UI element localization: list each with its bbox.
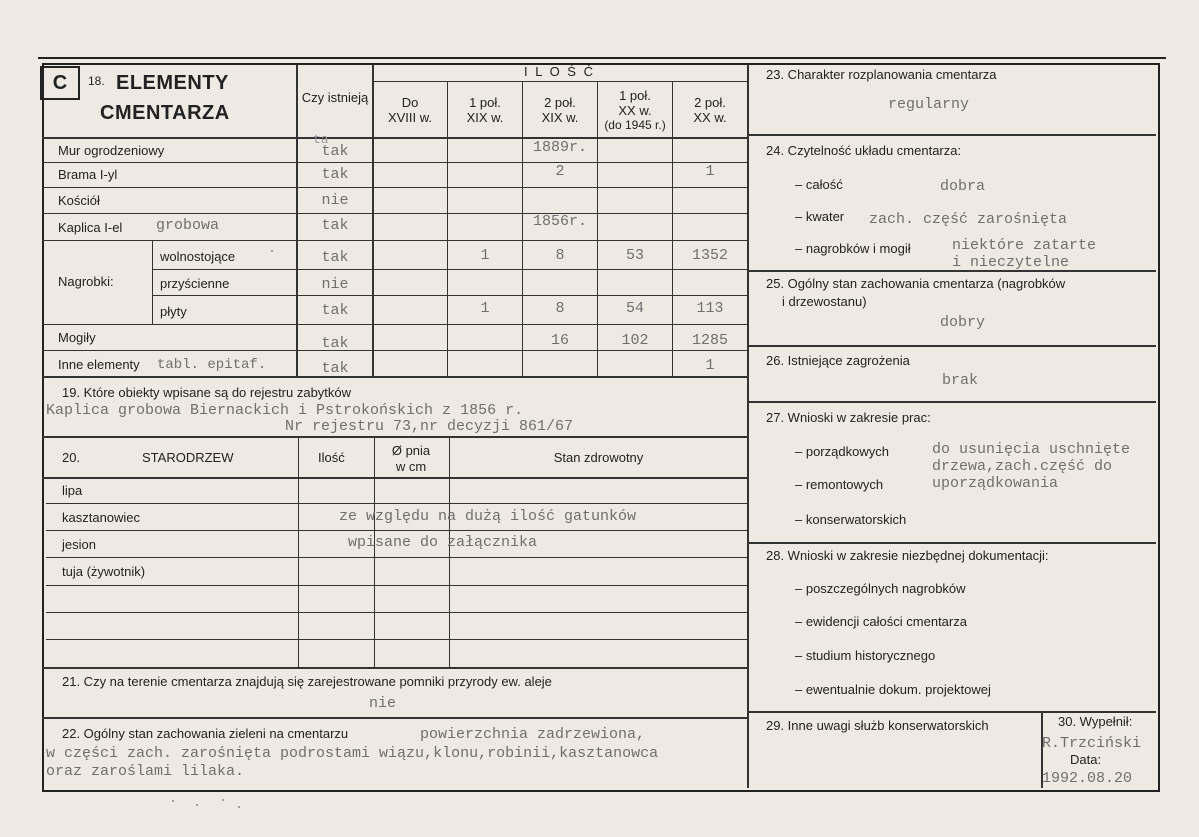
s18-col-2xx-1: 2 poł. <box>694 95 726 110</box>
s18-mur-czy-strike: ta <box>313 132 329 147</box>
s20-title: STARODRZEW <box>142 450 234 465</box>
s18-col-2xix-2: XIX w. <box>541 110 579 125</box>
s28-item: – ewentualnie dokum. projektowej <box>795 682 991 697</box>
s23-label: 23. Charakter rozplanowania cmentarza <box>766 67 997 82</box>
s27-label: 27. Wnioski w zakresie prac: <box>766 410 931 425</box>
s20-col-pnia-1: Ø pnia <box>391 443 431 458</box>
s19-label: 19. Które obiekty wpisane są do rejestru zabytków <box>62 385 352 400</box>
s26-label: 26. Istniejące zagrożenia <box>766 353 910 368</box>
speckle <box>222 799 224 801</box>
s27-porz-val-2: drzewa,zach.część do <box>932 458 1113 475</box>
s18-kosciol-czy: nie <box>321 192 349 209</box>
s18-przysc-label: przyścienne <box>160 276 230 291</box>
s20-row-label: tuja (żywotnik) <box>62 564 146 579</box>
s22-typed-1: powierzchnia zadrzewiona, <box>420 726 646 743</box>
s30-date: 1992.08.20 <box>1042 770 1133 787</box>
s18-row-line <box>42 162 747 163</box>
s18-col-1xix-2: XIX w. <box>466 110 504 125</box>
s20-vline-2 <box>374 436 375 667</box>
s24-nagrobkow-val-1: niektóre zatarte <box>952 237 1097 254</box>
s24-kwater-val: zach. część zarośnięta <box>869 211 1068 228</box>
s18-bottom <box>42 376 747 378</box>
s20-row-line <box>46 612 747 613</box>
s21-label: 21. Czy na terenie cmentarza znajdują się zarejestrowane pomniki przyrody ew. aleje <box>62 674 552 689</box>
s27-remont: – remontowych <box>795 477 884 492</box>
s18-col-2xix-1: 2 poł. <box>544 95 576 110</box>
s26-bottom <box>749 401 1156 403</box>
s18-plyty-2xx: 113 <box>696 300 724 317</box>
s18-col-doxviii-2: XVIII w. <box>387 110 433 125</box>
s27-remont-val: uporządkowania <box>932 475 1059 492</box>
s26-answer: brak <box>942 372 979 389</box>
s18-brama-czy: tak <box>321 166 349 183</box>
s25-bottom <box>749 345 1156 347</box>
s18-mogily-czy: tak <box>321 335 349 352</box>
s18-inne-label: Inne elementy <box>58 357 140 372</box>
s25-label-1: 25. Ogólny stan zachowania cmentarza (nagrobków <box>766 276 1066 291</box>
s18-nagrobki-label: Nagrobki: <box>58 274 114 289</box>
s18-col-2xx-2: XX w. <box>693 110 727 125</box>
s18-przysc-czy: nie <box>321 276 349 293</box>
s18-plyty-label: płyty <box>160 304 187 319</box>
s18-mogily-label: Mogiły <box>58 330 96 345</box>
s18-ilosc-line <box>372 81 747 82</box>
s20-row-line <box>46 503 747 504</box>
s20-vline-3 <box>449 436 450 667</box>
s18-mur-label: Mur ogrodzeniowy <box>58 143 165 158</box>
s20-col-ilosc: Ilość <box>318 450 345 465</box>
s19-line2: Nr rejestru 73,nr decyzji 861/67 <box>285 418 574 435</box>
s18-row-line <box>42 240 747 241</box>
s20-typed-2: wpisane do załącznika <box>348 534 538 551</box>
s28-item: – poszczególnych nagrobków <box>795 581 966 596</box>
s23-bottom <box>749 134 1156 136</box>
s18-brama-2xix: 2 <box>555 163 565 180</box>
s18-row-line <box>152 269 747 270</box>
s18-header-bottom <box>42 137 747 139</box>
speckle <box>238 806 240 808</box>
s30-label: 30. Wypełnił: <box>1058 714 1133 729</box>
s18-mogily-2xix: 16 <box>550 332 569 349</box>
s18-kaplica-2xix: 1856r. <box>532 213 587 230</box>
s18-wolno-2xix: 8 <box>555 247 565 264</box>
s18-wolno-1xx: 53 <box>625 247 644 264</box>
s18-col-czy: Czy istnieją <box>301 90 369 105</box>
s27-bottom <box>749 542 1156 544</box>
s18-brama-2xx: 1 <box>705 163 715 180</box>
s18-wolno-czy: tak <box>321 249 349 266</box>
s18-inne-czy: tak <box>321 360 349 377</box>
s20-row-label: jesion <box>62 537 96 552</box>
s20-row-label: lipa <box>62 483 83 498</box>
s24-label: 24. Czytelność układu cmentarza: <box>766 143 962 158</box>
s30-data-label: Data: <box>1070 752 1102 767</box>
s18-col-1xix-1: 1 poł. <box>469 95 501 110</box>
s18-row-line <box>152 295 747 296</box>
s18-ilosc: I L O Ś Ć <box>524 64 595 79</box>
s18-mogily-2xx: 1285 <box>691 332 728 349</box>
s18-kosciol-label: Kościół <box>58 193 100 208</box>
s18-col-doxviii-1: Do <box>401 95 419 110</box>
s21-answer: nie <box>369 695 397 712</box>
s28-item: – studium historycznego <box>795 648 936 663</box>
s24-kwater: – kwater <box>795 209 845 224</box>
s19-bottom <box>42 436 747 438</box>
speckle <box>172 800 174 802</box>
s18-number: 18. <box>88 74 105 88</box>
center-divider <box>747 65 749 788</box>
s25-label-2: i drzewostanu) <box>782 294 867 309</box>
s29-label: 29. Inne uwagi służb konserwatorskich <box>766 718 989 733</box>
s20-row-line <box>46 585 747 586</box>
s18-brama-label: Brama I-yl <box>58 167 118 182</box>
s18-wolno-1xix: 1 <box>480 247 490 264</box>
s20-row-line <box>46 639 747 640</box>
s24-nagrobkow-val-2: i nieczytelne <box>952 254 1070 271</box>
s28-bottom <box>749 711 1156 713</box>
s18-col-1xx-1: 1 poł. <box>619 88 651 103</box>
s18-plyty-1xx: 54 <box>625 300 644 317</box>
s24-calosc-val: dobra <box>940 178 986 195</box>
s28-item: – ewidencji całości cmentarza <box>795 614 967 629</box>
s21-bottom <box>42 717 747 719</box>
s24-bottom <box>749 270 1156 272</box>
s18-title-1: ELEMENTY <box>116 72 229 94</box>
s18-plyty-1xix: 1 <box>480 300 490 317</box>
s18-nagrobki-divider <box>152 240 153 324</box>
s20-col-pnia-2: w cm <box>395 459 427 474</box>
s18-title-2: CMENTARZA <box>100 102 230 124</box>
s18-col-1xx-3: (do 1945 r.) <box>604 118 666 132</box>
s18-inne-typed: tabl. epitaf. <box>157 357 267 373</box>
s18-row-line <box>42 187 747 188</box>
s19-line1: Kaplica grobowa Biernackich i Pstrokońskich z 1856 r. <box>46 402 524 419</box>
s18-col-1xx-2: XX w. <box>618 103 652 118</box>
speckle <box>271 250 273 252</box>
s18-kaplica-typed: grobowa <box>156 217 220 234</box>
s18-row-line <box>42 350 747 351</box>
s22-typed-2: w części zach. zarośnięta podrostami wiązu,klonu,robinii,kasztanowca <box>46 745 659 762</box>
s18-mur-czy: tak <box>321 143 349 160</box>
top-rule <box>38 57 1166 59</box>
s30-name: R.Trzciński <box>1042 735 1142 752</box>
s18-plyty-czy: tak <box>321 302 349 319</box>
s18-mogily-1xx: 102 <box>621 332 649 349</box>
s20-header-bottom <box>42 477 747 479</box>
s28-label: 28. Wnioski w zakresie niezbędnej dokumentacji: <box>766 548 1049 563</box>
s20-typed-1: ze względu na dużą ilość gatunków <box>339 508 637 525</box>
s25-answer: dobry <box>940 314 986 331</box>
s20-col-stan: Stan zdrowotny <box>553 450 644 465</box>
s27-porz-val-1: do usunięcia uschnięte <box>932 441 1131 458</box>
s18-inne-2xx: 1 <box>705 357 715 374</box>
s18-row-line <box>42 324 747 325</box>
s22-typed-3: oraz zaroślami lilaka. <box>46 763 245 780</box>
s18-kaplica-czy: tak <box>321 217 349 234</box>
s18-wolno-2xx: 1352 <box>691 247 728 264</box>
s22-label: 22. Ogólny stan zachowania zieleni na cmentarzu <box>62 726 349 741</box>
s27-porz: – porządkowych <box>795 444 889 459</box>
s24-calosc: – całość <box>795 177 843 192</box>
s20-vline-1 <box>298 436 299 667</box>
s20-number: 20. <box>62 450 81 465</box>
s27-konserw: – konserwatorskich <box>795 512 907 527</box>
s20-bottom <box>42 667 747 669</box>
s24-nagrobkow: – nagrobków i mogił <box>795 241 911 256</box>
s20-row-label: kasztanowiec <box>62 510 141 525</box>
s23-answer: regularny <box>888 96 970 113</box>
s18-row-line <box>42 213 747 214</box>
s18-vline-1 <box>447 82 448 378</box>
s18-kaplica-label: Kaplica I-el <box>58 220 123 235</box>
s20-row-line <box>46 557 747 558</box>
s18-wolno-label: wolnostojące <box>160 249 236 264</box>
s20-row-line <box>46 530 747 531</box>
s18-plyty-2xix: 8 <box>555 300 565 317</box>
s18-mur-2xix: 1889r. <box>532 139 587 156</box>
speckle <box>196 804 198 806</box>
section-c-box: C <box>40 66 80 100</box>
